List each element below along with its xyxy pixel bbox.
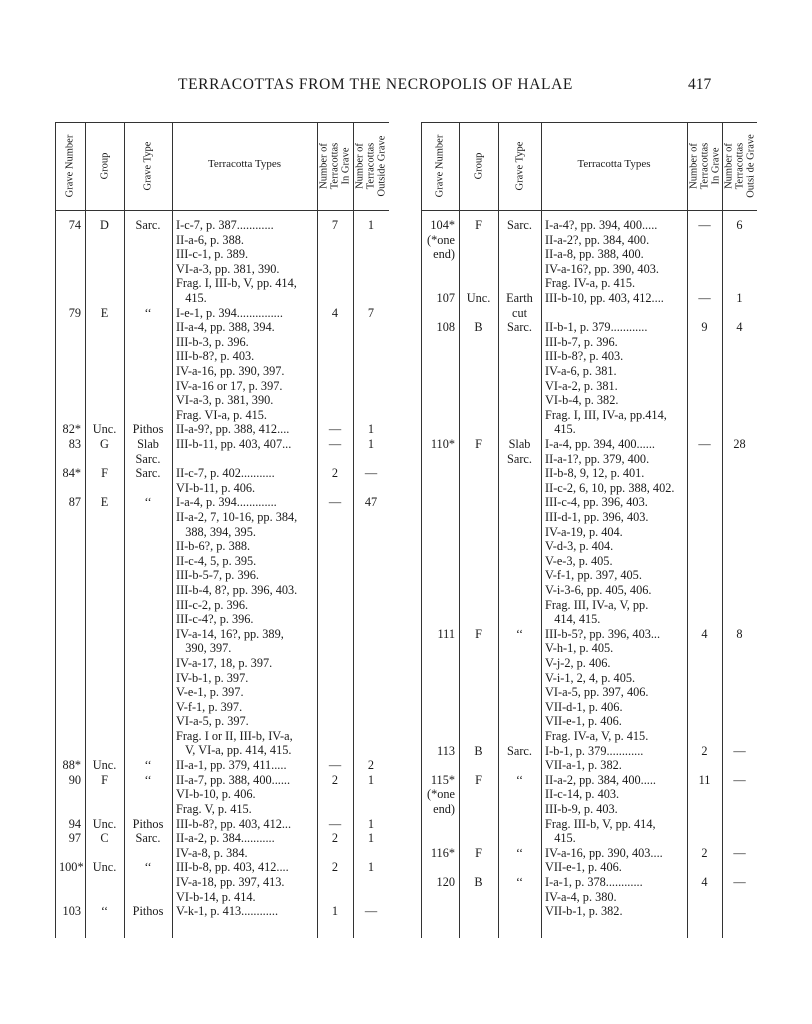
count-in-grave-cell: 7 [331, 218, 339, 232]
group-cell: Unc. [92, 758, 117, 773]
count-outside-grave-cell: 1 [367, 772, 375, 787]
grave-number-cell: 104* (*one end) [427, 218, 455, 262]
grave-number-cell: 82* [62, 422, 81, 437]
count-outside-grave-cell: 2 [367, 758, 375, 773]
terracotta-types-cell: II-a-1, pp. 379, 411..... [176, 758, 287, 773]
header-in-grave: Number of Terracottas In Grave [318, 142, 352, 190]
column-rule [353, 122, 390, 938]
count-in-grave-cell: 2 [331, 860, 339, 875]
count-in-grave-cell: 11 [698, 772, 711, 787]
column-rule [498, 122, 542, 938]
grave-type-cell: Slab Sarc. [507, 437, 532, 466]
grave-number-cell: 90 [68, 772, 81, 787]
header-terracotta-types: Terracotta Types [207, 158, 282, 170]
count-outside-grave-cell: 1 [367, 831, 375, 846]
terracotta-types-cell: I-e-1, p. 394............... II-a-4, pp. 388, 394. III-b-3, p. 396. III-b-8?, p. 403. IV-a-16, pp. 390, 397. IV-a-16 or 17, p. 397. VI-a-3, p. 381, 390. Frag. VI-a, p. 415. [176, 305, 285, 422]
count-outside-grave-cell: 28 [733, 437, 746, 451]
count-in-grave-cell: 2 [331, 772, 339, 787]
right-table [421, 122, 757, 938]
terracotta-types-cell: I-a-1, p. 378............ IV-a-4, p. 380. VII-b-1, p. 382. [545, 875, 643, 919]
group-cell: F [101, 466, 108, 481]
left-table [55, 122, 389, 938]
grave-type-cell: ‘‘ [515, 875, 524, 889]
column-rule [124, 122, 173, 938]
count-in-grave-cell: 2 [331, 466, 339, 481]
grave-type-cell: Sarc. [135, 831, 161, 846]
grave-type-cell: Pithos [132, 422, 164, 437]
group-cell: F [475, 626, 482, 641]
group-cell: E [100, 305, 109, 320]
column-rule [317, 122, 354, 938]
header-grave-type: Grave Type [142, 141, 154, 191]
grave-type-cell: Sarc. [135, 466, 161, 481]
column-rule [85, 122, 125, 938]
count-outside-grave-cell: 1 [367, 218, 375, 232]
grave-number-cell: 74 [68, 218, 81, 232]
count-in-grave-cell: — [698, 218, 711, 232]
terracotta-types-cell: II-a-2, p. 384........... IV-a-8, p. 384. [176, 831, 275, 860]
count-outside-grave-cell: 1 [367, 860, 375, 875]
grave-type-cell: Sarc. [507, 320, 532, 335]
group-cell: ‘‘ [100, 904, 109, 919]
terracotta-types-cell: II-c-7, p. 402........... VI-b-11, p. 406. [176, 466, 275, 495]
count-outside-grave-cell: — [364, 466, 378, 481]
group-cell: Unc. [92, 422, 117, 437]
header-group: Group [99, 152, 110, 180]
grave-type-cell: ‘‘ [515, 626, 524, 641]
grave-number-cell: 87 [68, 495, 81, 510]
grave-number-cell: 108 [436, 320, 455, 335]
count-in-grave-cell: — [328, 422, 342, 437]
page-header [0, 76, 812, 96]
group-cell: Unc. [92, 816, 117, 831]
terracotta-types-cell: I-a-4, pp. 394, 400...... II-a-1?, pp. 379, 400. II-b-8, 9, 12, p. 401. II-c-2, 6, 10, pp. 388, 402. III-c-4, pp. 396, 403. III-d-1, pp. 396, 403. IV-a-19, p. 404. V-d-3, p. 404. V-e-3, p. 405. V-f-1, pp. 397, 405. V-i-3-6, pp. 405, 406. Frag. III, IV-a, V, pp. 414, 415. [545, 437, 675, 627]
grave-number-cell: 110* [430, 437, 455, 451]
header-terracotta-types: Terracotta Types [577, 158, 651, 170]
terracotta-types-cell: III-b-10, pp. 403, 412.... [545, 291, 664, 305]
terracotta-types-cell: II-b-1, p. 379............ III-b-7, p. 396. III-b-8?, p. 403. IV-a-6, p. 381. VI-a-2, p. 381. VI-b-4, p. 382. Frag. I, III, IV-a, pp.414, 415. [545, 320, 667, 437]
terracotta-types-cell: III-b-8, pp. 403, 412.... IV-a-18, pp. 397, 413. VI-b-14, p. 414. [176, 860, 289, 904]
header-outside-grave: Number of Terracottas Outsi de Grave [723, 134, 756, 198]
running-title: TERRACOTTAS FROM THE NECROPOLIS OF HALAE [178, 76, 573, 93]
grave-type-cell: ‘‘ [515, 845, 524, 860]
count-in-grave-cell: — [698, 437, 711, 451]
count-outside-grave-cell: 8 [736, 626, 743, 641]
count-in-grave-cell: — [328, 758, 342, 773]
count-in-grave-cell: 4 [701, 875, 708, 889]
page-number: 417 [688, 76, 712, 93]
count-in-grave-cell: — [328, 437, 342, 451]
group-cell: D [100, 218, 109, 232]
grave-number-cell: 115* (*one end) [427, 772, 455, 816]
grave-number-cell: 120 [436, 875, 455, 889]
grave-type-cell: Slab Sarc. [135, 437, 161, 466]
count-in-grave-cell: 9 [701, 320, 708, 335]
group-cell: F [475, 218, 482, 232]
count-in-grave-cell: 1 [331, 904, 339, 919]
count-outside-grave-cell: — [733, 743, 746, 758]
terracotta-types-cell: I-b-1, p. 379............ VII-a-1, p. 382. [545, 743, 644, 773]
count-outside-grave-cell: 4 [736, 320, 743, 335]
count-outside-grave-cell: 1 [367, 422, 375, 437]
group-cell: F [475, 845, 482, 860]
column-rule [687, 122, 723, 938]
count-outside-grave-cell: 6 [736, 218, 743, 232]
count-in-grave-cell: 4 [701, 626, 708, 641]
count-outside-grave-cell: — [733, 875, 746, 889]
header-in-grave: Number of Terracottas In Grave [688, 142, 721, 190]
terracotta-types-cell: I-a-4, p. 394............. II-a-2, 7, 10-16, pp. 384, 388, 394, 395. II-b-6?, p. 388. II-c-4, 5, p. 395. III-b-5-7, p. 396. III-b-4, 8?, pp. 396, 403. III-c-2, p. 396. III-c-4?, p. 396. IV-a-14, 16?, pp. 389, 390, 397. IV-a-17, 18, p. 397. IV-b-1, p. 397. V-e-1, p. 397. V-f-1, p. 397. VI-a-5, p. 397. Frag. I or II, III-b, IV-a, V, VI-a, pp. 414, 415. [176, 495, 298, 758]
count-in-grave-cell: 2 [701, 743, 708, 758]
grave-type-cell: Sarc. [507, 743, 532, 758]
terracotta-types-cell: II-a-9?, pp. 388, 412.... [176, 422, 290, 437]
count-outside-grave-cell: 1 [367, 816, 375, 831]
group-cell: E [100, 495, 109, 510]
terracotta-types-cell: I-a-4?, pp. 394, 400..... II-a-2?, pp. 384, 400. II-a-8, pp. 388, 400. IV-a-16?, pp. 390, 403. Frag. IV-a, p. 415. [545, 218, 659, 291]
grave-number-cell: 94 [68, 816, 81, 831]
grave-type-cell: Sarc. [507, 218, 532, 232]
header-grave-number: Grave Number [64, 134, 76, 198]
grave-type-cell: Earth cut [506, 291, 533, 320]
grave-type-cell: ‘‘ [144, 495, 152, 510]
group-cell: F [475, 437, 482, 451]
grave-number-cell: 97 [68, 831, 81, 846]
header-grave-number: Grave Number [434, 134, 446, 198]
grave-type-cell: ‘‘ [144, 758, 152, 773]
count-outside-grave-cell: 47 [364, 495, 378, 510]
grave-type-cell: ‘‘ [144, 772, 152, 787]
group-cell: Unc. [92, 860, 117, 875]
terracotta-types-cell: III-b-8?, pp. 403, 412... [176, 816, 292, 831]
count-outside-grave-cell: 7 [367, 305, 375, 320]
terracotta-types-cell: III-b-5?, pp. 396, 403... V-h-1, p. 405. V-j-2, p. 406. V-i-1, 2, 4, p. 405. VI-a-5, pp. 397, 406. VII-d-1, p. 406. VII-e-1, p. 406. Frag. IV-a, V, p. 415. [545, 626, 661, 743]
grave-number-cell: 84* [62, 466, 81, 481]
terracotta-types-cell: II-a-7, pp. 388, 400...... VI-b-10, p. 406. Frag. V, p. 415. [176, 772, 291, 816]
count-outside-grave-cell: 1 [736, 291, 743, 305]
grave-type-cell: ‘‘ [144, 860, 152, 875]
terracotta-types-cell: IV-a-16, pp. 390, 403.... VII-e-1, p. 406. [545, 845, 663, 875]
count-in-grave-cell: — [698, 291, 711, 305]
count-in-grave-cell: — [328, 816, 342, 831]
grave-number-cell: 103 [62, 904, 81, 919]
count-in-grave-cell: 2 [701, 845, 708, 860]
count-outside-grave-cell: — [733, 845, 746, 860]
group-cell: B [474, 320, 483, 335]
count-in-grave-cell: — [328, 495, 342, 510]
group-cell: Unc. [466, 291, 491, 305]
grave-number-cell: 111 [437, 626, 455, 641]
count-in-grave-cell: 4 [331, 305, 339, 320]
group-cell: B [474, 743, 483, 758]
terracotta-types-cell: I-c-7, p. 387............ II-a-6, p. 388. III-c-1, p. 389. VI-a-3, pp. 381, 390. Frag. I, III-b, V, pp. 414, 415. [176, 218, 297, 305]
grave-number-cell: 88* [62, 758, 81, 773]
group-cell: F [101, 772, 108, 787]
terracotta-types-cell: V-k-1, p. 413............ [176, 904, 279, 919]
terracotta-types-cell: II-a-2, pp. 384, 400..... II-c-14, p. 403. III-b-9, p. 403. Frag. III-b, V, pp. 414, 415. [545, 772, 656, 846]
count-in-grave-cell: 2 [331, 831, 339, 846]
grave-type-cell: Pithos [132, 816, 164, 831]
column-rule [722, 122, 758, 938]
count-outside-grave-cell: — [364, 904, 378, 919]
grave-type-cell: Pithos [132, 904, 164, 919]
count-outside-grave-cell: 1 [367, 437, 375, 451]
group-cell: C [100, 831, 109, 846]
grave-number-cell: 113 [437, 743, 455, 758]
grave-number-cell: 100* [59, 860, 84, 875]
terracotta-types-cell: III-b-11, pp. 403, 407... [176, 437, 292, 451]
grave-number-cell: 83 [68, 437, 81, 451]
header-outside-grave: Number of Terracottas Outside Grave [354, 135, 388, 197]
header-grave-type: Grave Type [514, 141, 525, 191]
header-group: Group [473, 152, 484, 180]
count-outside-grave-cell: — [733, 772, 746, 787]
group-cell: F [475, 772, 482, 787]
column-rule [55, 122, 86, 938]
group-cell: G [100, 437, 109, 451]
grave-type-cell: ‘‘ [515, 772, 524, 787]
grave-type-cell: Sarc. [135, 218, 161, 232]
grave-number-cell: 79 [68, 305, 81, 320]
grave-number-cell: 116* [430, 845, 455, 860]
group-cell: B [474, 875, 483, 889]
grave-type-cell: ‘‘ [144, 305, 152, 320]
grave-number-cell: 107 [436, 291, 455, 305]
column-rule [459, 122, 499, 938]
